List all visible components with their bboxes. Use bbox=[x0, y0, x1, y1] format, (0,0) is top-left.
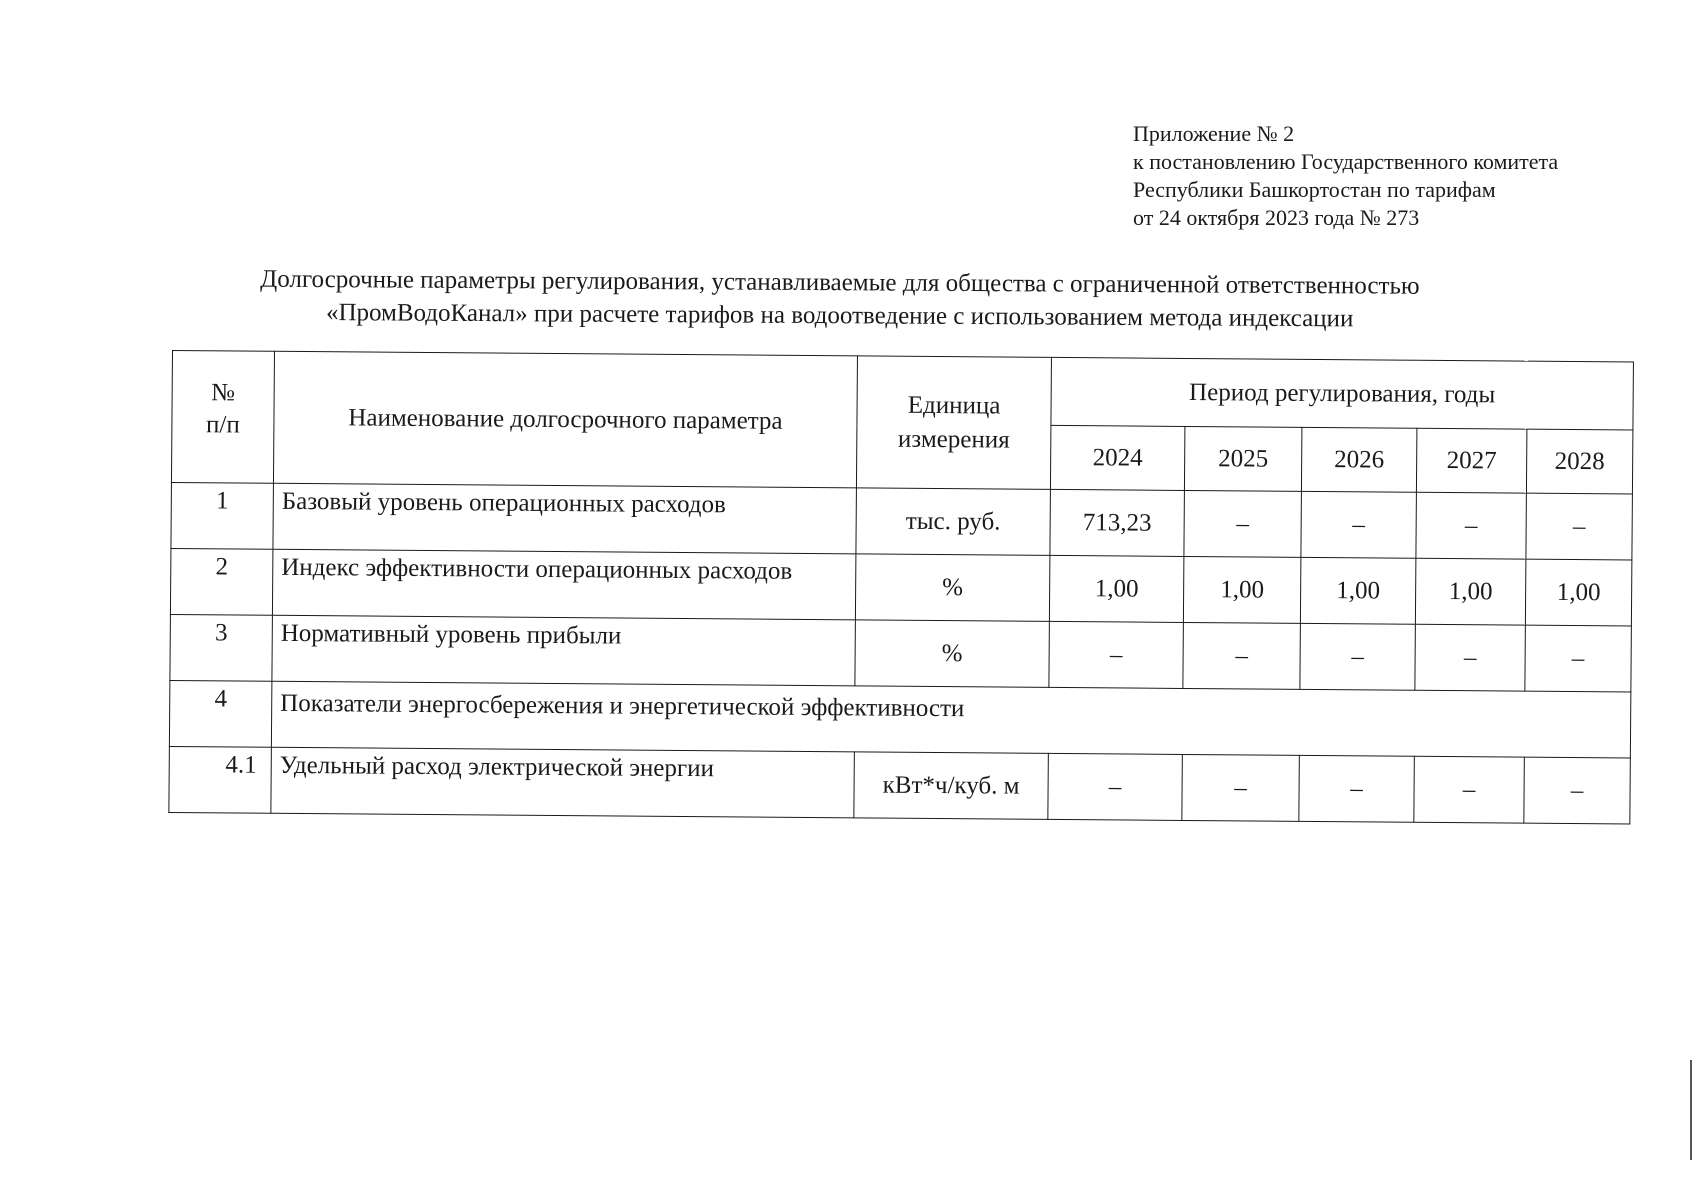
row-value: – bbox=[1416, 492, 1527, 559]
header-parameter-name: Наименование долгосрочного параметра bbox=[273, 351, 857, 488]
appendix-line-2: к постановлению Государственного комитета bbox=[1133, 149, 1559, 174]
row-value: 1,00 bbox=[1049, 555, 1184, 622]
row-value: – bbox=[1524, 757, 1631, 824]
appendix-line-1: Приложение № 2 bbox=[1133, 121, 1295, 146]
row-value: 1,00 bbox=[1300, 557, 1416, 624]
table-row bbox=[170, 548, 1631, 625]
row-number: 4 bbox=[169, 680, 272, 747]
row-value: – bbox=[1184, 490, 1302, 557]
table-row bbox=[171, 482, 1632, 559]
scan-edge-mark bbox=[1690, 1060, 1692, 1160]
row-value: – bbox=[1182, 754, 1300, 821]
header-unit-text: Единица измерения bbox=[897, 391, 1010, 454]
header-year: 2024 bbox=[1050, 425, 1184, 490]
row-parameter-name: Нормативный уровень прибыли bbox=[272, 615, 856, 686]
row-value: – bbox=[1525, 625, 1632, 692]
row-value: – bbox=[1049, 621, 1184, 688]
appendix-block bbox=[1133, 120, 1558, 232]
header-period: Период регулирования, годы bbox=[1051, 357, 1634, 430]
row-value: – bbox=[1301, 491, 1417, 558]
title-line-1: Долгосрочные параметры регулирования, устанавливаемые для общества с ограниченной ответственностью bbox=[260, 265, 1420, 300]
row-number: 4.1 bbox=[169, 746, 272, 813]
appendix-line-4: от 24 октября 2023 года № 273 bbox=[1133, 205, 1420, 230]
appendix-line-3: Республики Башкортостан по тарифам bbox=[1133, 177, 1496, 202]
row-parameter-name: Базовый уровень операционных расходов bbox=[273, 483, 857, 554]
row-value: – bbox=[1415, 624, 1526, 691]
row-value: – bbox=[1300, 623, 1416, 690]
row-section-title: Показатели энергосбережения и энергетической эффективности bbox=[271, 681, 1630, 758]
row-parameter-name: Индекс эффективности операционных расходов bbox=[272, 549, 856, 620]
row-unit: % bbox=[855, 554, 1050, 622]
title-line-2: «ПромВодоКанал» при расчете тарифов на водоотведение с использованием метода индексации bbox=[325, 299, 1354, 333]
row-number: 1 bbox=[171, 482, 274, 549]
header-number-text: № п/п bbox=[205, 379, 240, 439]
table-header-row bbox=[172, 351, 1633, 430]
row-value: 1,00 bbox=[1183, 556, 1301, 623]
row-value: 1,00 bbox=[1415, 558, 1526, 625]
header-unit bbox=[856, 356, 1051, 490]
table-row-section bbox=[169, 680, 1630, 757]
document-title bbox=[150, 262, 1530, 336]
parameters-table-wrapper bbox=[168, 350, 1634, 824]
row-unit: тыс. руб. bbox=[856, 488, 1051, 556]
row-value: – bbox=[1526, 493, 1633, 560]
header-number bbox=[171, 351, 274, 484]
row-value: – bbox=[1048, 753, 1183, 820]
row-unit: кВт*ч/куб. м bbox=[854, 752, 1049, 820]
row-number: 3 bbox=[170, 614, 273, 681]
row-value: 1,00 bbox=[1525, 559, 1632, 626]
row-value: – bbox=[1299, 755, 1415, 822]
header-year: 2028 bbox=[1526, 429, 1632, 494]
row-parameter-name: Удельный расход электрической энергии bbox=[271, 747, 855, 818]
header-year: 2027 bbox=[1416, 428, 1526, 493]
row-value: – bbox=[1183, 622, 1301, 689]
header-year: 2026 bbox=[1301, 427, 1416, 492]
row-value: – bbox=[1414, 756, 1525, 823]
header-year: 2025 bbox=[1184, 426, 1301, 491]
row-unit: % bbox=[855, 620, 1050, 688]
table-row bbox=[170, 614, 1631, 691]
table-row bbox=[169, 746, 1630, 823]
row-number: 2 bbox=[170, 548, 273, 615]
parameters-table bbox=[168, 350, 1634, 824]
row-value: 713,23 bbox=[1050, 489, 1185, 556]
